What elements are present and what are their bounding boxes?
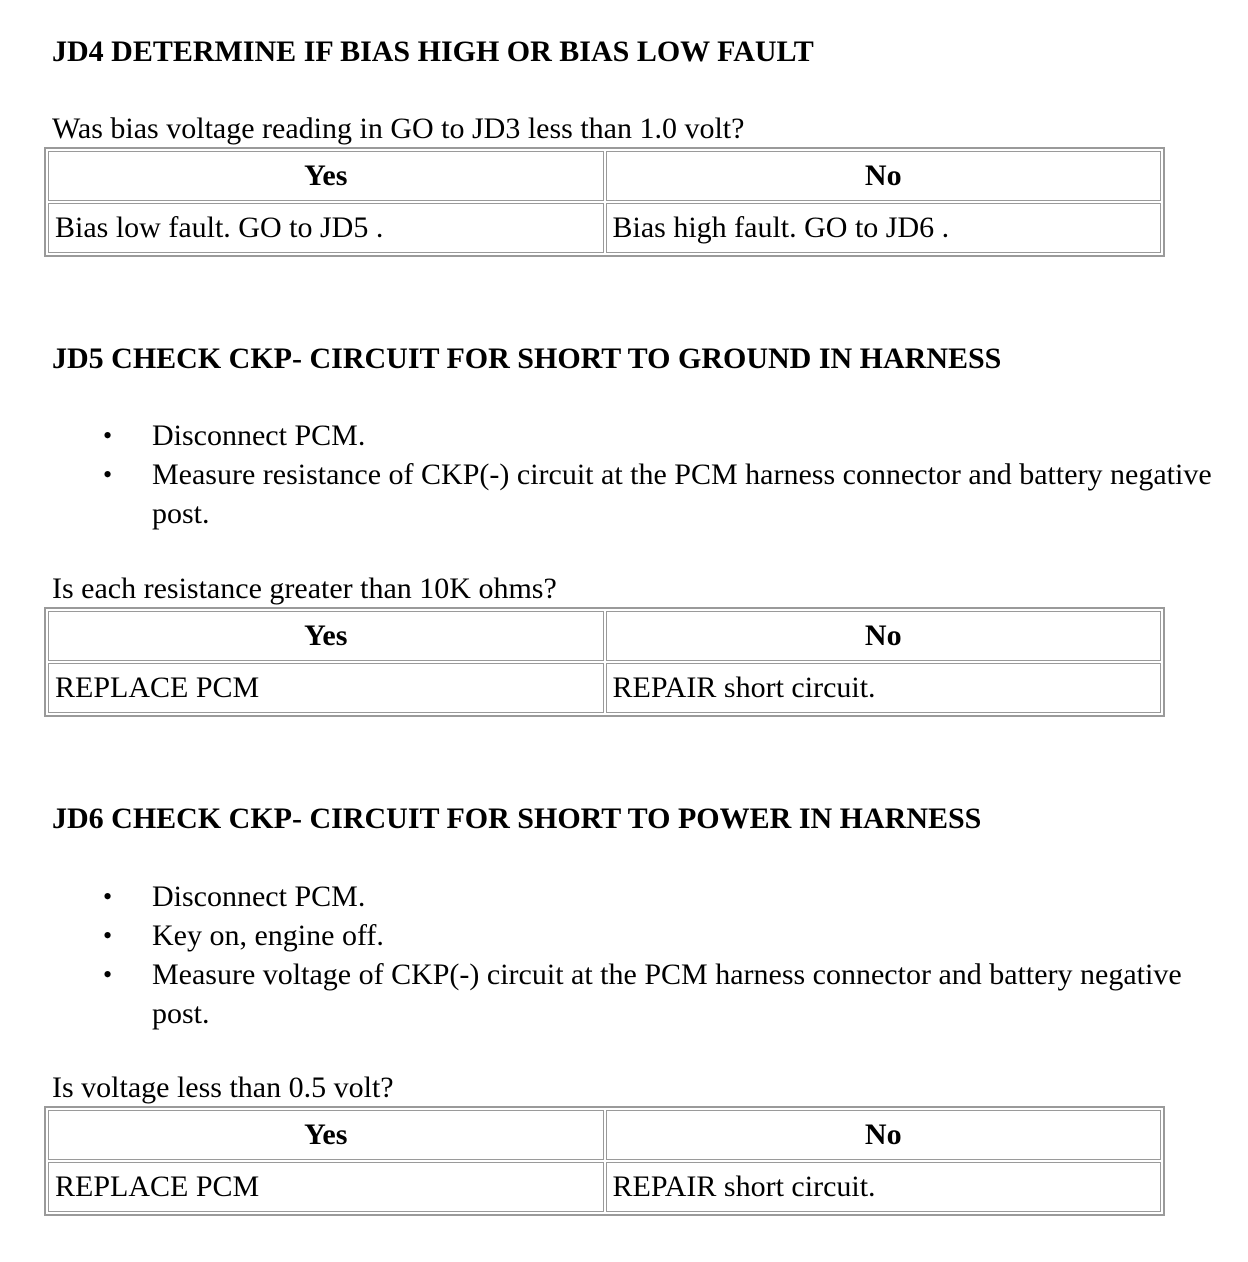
list-item (0, 877, 1185, 916)
table-header-row (48, 611, 1161, 661)
no-header: No (606, 151, 1162, 201)
no-header: No (606, 1110, 1162, 1160)
table-row (48, 203, 1161, 253)
question-jd5: Is each resistance greater than 10K ohms? (52, 572, 557, 605)
step-text: Disconnect PCM. (152, 419, 366, 452)
table-row (48, 1162, 1161, 1212)
step-list-jd6 (0, 877, 1185, 1033)
step-text: Measure voltage of CKP(-) circuit at the PCM harness connector and battery negative post. (152, 958, 1182, 1030)
table-header-row (48, 1110, 1161, 1160)
answer-table-jd5 (44, 607, 1165, 717)
no-action: REPAIR short circuit. (606, 663, 1162, 713)
yes-header: Yes (48, 151, 604, 201)
list-item (0, 916, 1185, 955)
yes-action: REPLACE PCM (48, 1162, 604, 1212)
list-item (0, 416, 1215, 455)
bullet-icon: • (103, 460, 113, 489)
table-row (48, 663, 1161, 713)
list-item (0, 455, 1215, 533)
step-text: Key on, engine off. (152, 919, 384, 952)
yes-action: Bias low fault. GO to JD5 . (48, 203, 604, 253)
no-header: No (606, 611, 1162, 661)
step-text: Disconnect PCM. (152, 880, 366, 913)
yes-action: REPLACE PCM (48, 663, 604, 713)
list-item (0, 955, 1185, 1033)
question-jd4: Was bias voltage reading in GO to JD3 less than 1.0 volt? (52, 112, 745, 145)
yes-header: Yes (48, 611, 604, 661)
section-heading-jd5: JD5 CHECK CKP- CIRCUIT FOR SHORT TO GROUND IN HARNESS (52, 342, 1002, 375)
answer-table-jd6 (44, 1106, 1165, 1216)
no-action: Bias high fault. GO to JD6 . (606, 203, 1162, 253)
answer-table-jd4 (44, 147, 1165, 257)
step-list-jd5 (0, 416, 1215, 533)
section-heading-jd4: JD4 DETERMINE IF BIAS HIGH OR BIAS LOW FAULT (52, 35, 814, 68)
bullet-icon: • (103, 960, 113, 989)
bullet-icon: • (103, 882, 113, 911)
yes-header: Yes (48, 1110, 604, 1160)
section-heading-jd6: JD6 CHECK CKP- CIRCUIT FOR SHORT TO POWER IN HARNESS (52, 802, 982, 835)
question-jd6: Is voltage less than 0.5 volt? (52, 1071, 394, 1104)
bullet-icon: • (103, 421, 113, 450)
table-header-row (48, 151, 1161, 201)
step-text: Measure resistance of CKP(-) circuit at the PCM harness connector and battery negative post. (152, 458, 1212, 530)
bullet-icon: • (103, 921, 113, 950)
no-action: REPAIR short circuit. (606, 1162, 1162, 1212)
